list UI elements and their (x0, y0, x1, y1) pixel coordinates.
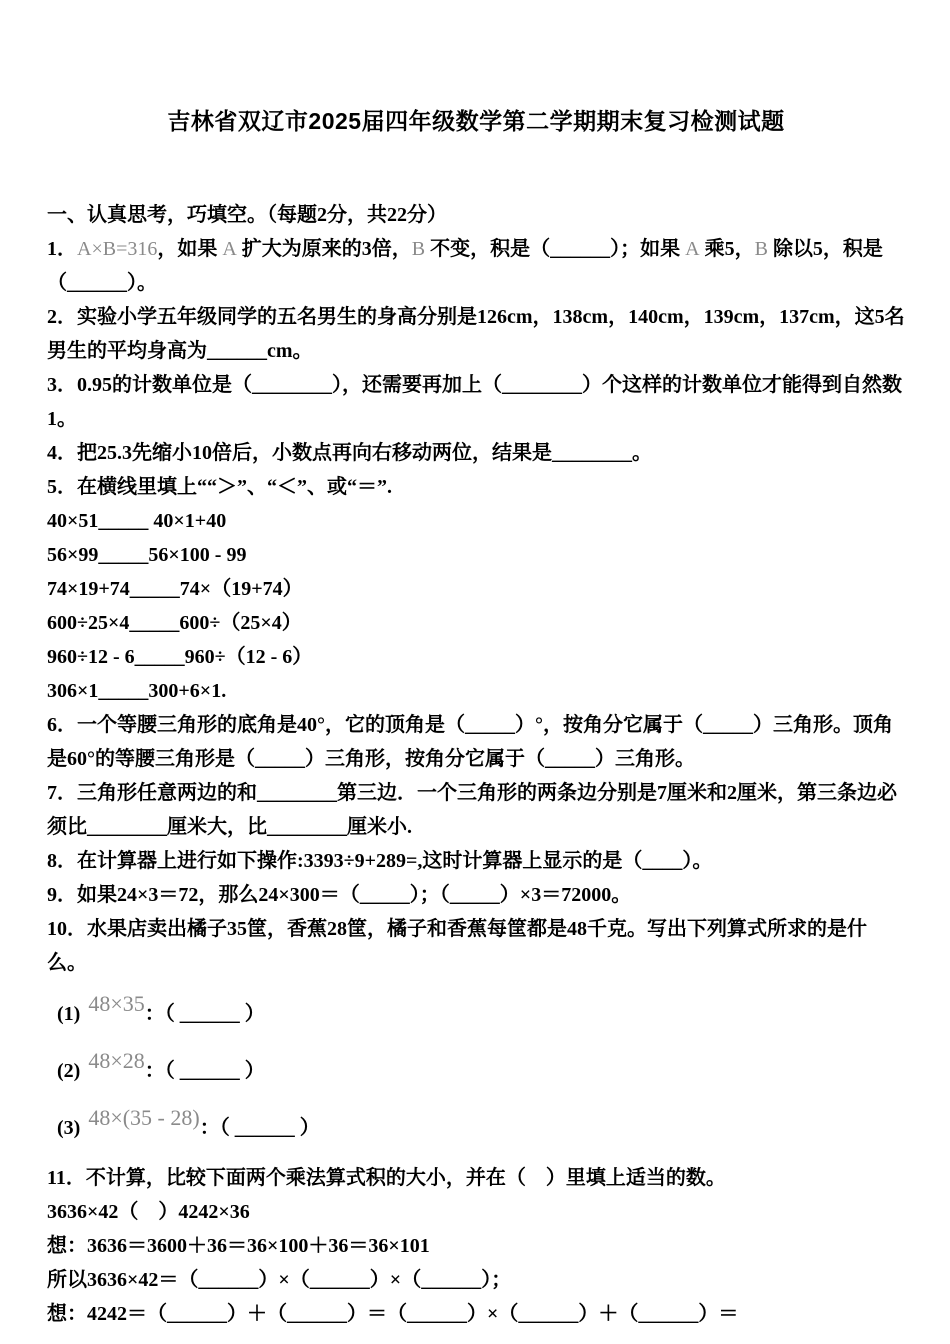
question-11: 11．不计算，比较下面两个乘法算式积的大小，并在（ ）里填上适当的数。 (47, 1167, 726, 1189)
expression-blank: ：（ ______ ） (144, 1060, 265, 1082)
q11-compare-line: 3636×42（ ）4242×36 (47, 1201, 250, 1223)
compare-line: 40×51_____ 40×1+40 (47, 510, 227, 532)
expression-blank: ：（ ______ ） (144, 1003, 265, 1025)
inline-formula-48x28: 48×28 (88, 1048, 145, 1073)
expression-label: (3) (57, 1117, 81, 1139)
question-1-text: 扩大为原来的3倍， (236, 238, 412, 260)
expression-blank: ：（ ______ ） (199, 1117, 320, 1139)
q11-think-line-1: 想：3636＝3600＋36＝36×100＋36＝36×101 (47, 1235, 430, 1257)
expression-label: (1) (57, 1003, 81, 1025)
inline-formula-48x-35-28: 48×(35 - 28) (88, 1105, 200, 1130)
compare-line: 56×99_____56×100 - 99 (47, 544, 247, 566)
question-4: 4．把25.3先缩小10倍后，小数点再向右移动两位，结果是________。 (47, 442, 652, 464)
compare-line: 600÷25×4_____600÷（25×4） (47, 612, 302, 634)
q11-conclusion-line: 所以3636×42＝（______）×（______）×（______）； (47, 1269, 512, 1291)
compare-line: 306×1_____300+6×1. (47, 680, 227, 702)
compare-line: 960÷12 - 6_____960÷（12 - 6） (47, 646, 313, 668)
inline-formula-a: A (685, 238, 700, 260)
expression-item (57, 991, 905, 1031)
question-11-block (47, 1161, 905, 1331)
q11-think-line-2: 想：4242＝（______）＋（______）＝（______）×（______）＋（______）＝ (47, 1303, 739, 1325)
question-1-text: 不变，积是（______）；如果 (425, 238, 686, 260)
q5-compare-list (47, 504, 905, 708)
question-1-text: 除以5，积是（______）。 (47, 238, 883, 294)
question-1-text: ，如果 (157, 238, 223, 260)
q10-expression-list (47, 991, 905, 1145)
question-7: 7．三角形任意两边的和________第三边．一个三角形的两条边分别是7厘米和2厘米，第三条边必须比________厘米大，比________厘米小. (47, 782, 897, 838)
question-6: 6．一个等腰三角形的底角是40°，它的顶角是（_____）°，按角分它属于（_____）三角形。顶角是60°的等腰三角形是（_____）三角形，按角分它属于（_____）三角形。 (47, 714, 893, 770)
question-3: 3．0.95的计数单位是（________），还需要再加上（________）个这样的计数单位才能得到自然数1。 (47, 374, 902, 430)
inline-formula-48x35: 48×35 (88, 991, 145, 1016)
page-title: 吉林省双辽市2025届四年级数学第二学期期末复习检测试题 (167, 108, 785, 134)
compare-line: 74×19+74_____74×（19+74） (47, 578, 303, 600)
question-5: 5．在横线里填上““＞”、“＜”、或“＝”. (47, 476, 392, 498)
inline-formula-axb: A×B=316 (77, 238, 158, 260)
question-1-text: 乘5， (699, 238, 755, 260)
question-2: 2．实验小学五年级同学的五名男生的身高分别是126cm，138cm，140cm，139cm，137cm，这5名男生的平均身高为______cm。 (47, 306, 905, 362)
expression-label: (2) (57, 1060, 81, 1082)
question-9: 9．如果24×3＝72，那么24×300＝（_____）；（_____）×3＝72000。 (47, 884, 632, 906)
question-8: 8．在计算器上进行如下操作:3393÷9+289=,这时计算器上显示的是（____）。 (47, 850, 713, 872)
inline-formula-a: A (222, 238, 237, 260)
inline-formula-b: B (754, 238, 768, 260)
section-one-header: 一、认真思考，巧填空。（每题2分，共22分） (47, 204, 447, 226)
question-10: 10．水果店卖出橘子35筐，香蕉28筐，橘子和香蕉每筐都是48千克。写出下列算式所求的是什么。 (47, 918, 867, 974)
expression-item (57, 1048, 905, 1088)
question-1 (47, 232, 905, 300)
inline-formula-b: B (411, 238, 426, 260)
expression-item (57, 1105, 905, 1145)
question-1-number: 1． (47, 238, 77, 260)
